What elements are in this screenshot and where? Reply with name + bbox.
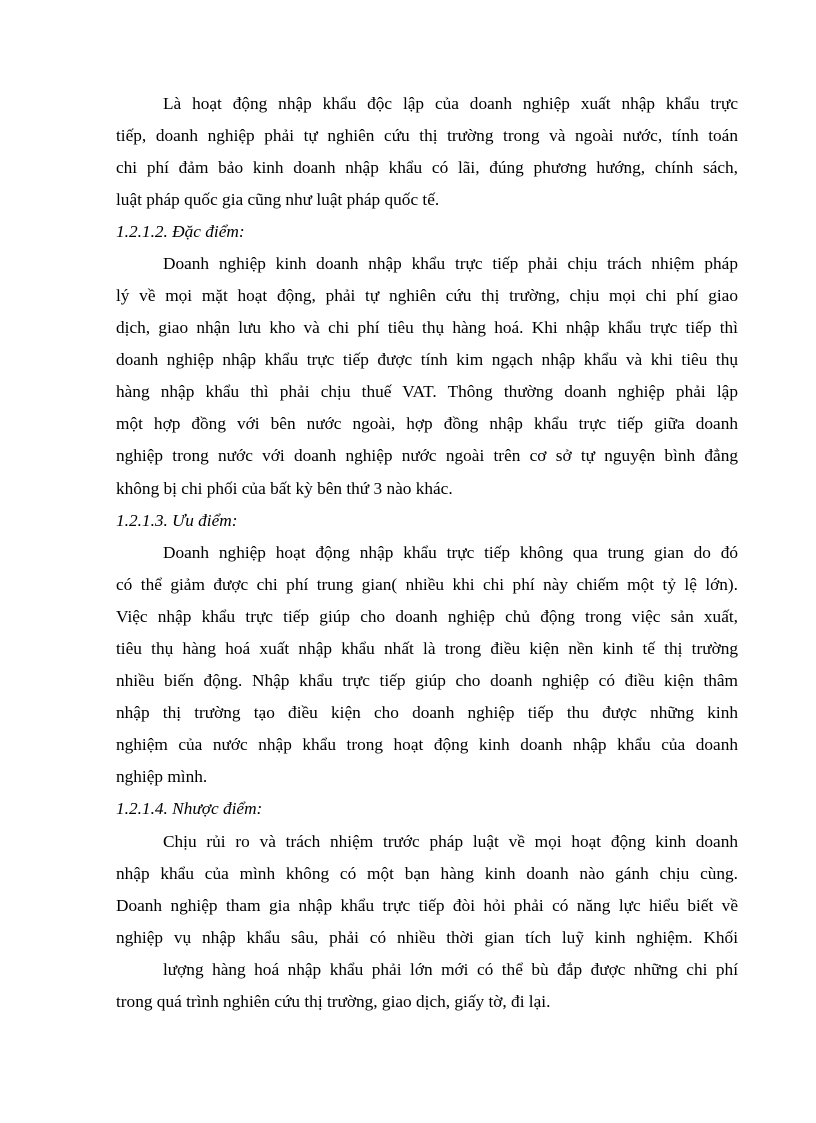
dac-diem-line-4: doanh nghiệp nhập khẩu trực tiếp được tính kim ngạch nhập khẩu và khi tiêu thụ (116, 350, 738, 369)
uu-diem-line-7: nghiệm của nước nhập khẩu trong hoạt động kinh doanh nhập khẩu của doanh (116, 735, 738, 754)
nhuoc-diem-line-3: Doanh nghiệp tham gia nhập khẩu trực tiếp đòi hỏi phải có năng lực hiểu biết về (116, 896, 738, 915)
uu-diem-line-6: nhập thị trường tạo điều kiện cho doanh nghiệp tiếp thu được những kinh (116, 703, 738, 722)
dac-diem-line-8: không bị chi phối của bất kỳ bên thứ 3 nào khác. (116, 479, 453, 498)
uu-diem-line-3: Việc nhập khẩu trực tiếp giúp cho doanh nghiệp chủ động trong việc sản xuất, (116, 607, 738, 626)
dac-diem-line-7: nghiệp trong nước với doanh nghiệp nước ngoài trên cơ sở tự nguyện bình đẳng (116, 446, 738, 465)
heading-nhuoc-diem: 1.2.1.4. Nhược điểm: (116, 799, 263, 818)
uu-diem-line-4: tiêu thụ hàng hoá xuất nhập khẩu nhất là trong điều kiện nền kinh tế thị trường (116, 639, 738, 658)
nhuoc-diem-line-4: nghiệp vụ nhập khẩu sâu, phải có nhiều thời gian tích luỹ kinh nghiệm. Khối (116, 928, 738, 947)
dac-diem-line-5: hàng nhập khẩu thì phải chịu thuế VAT. Thông thường doanh nghiệp phải lập (116, 382, 738, 401)
nhuoc-diem-line-1: Chịu rủi ro và trách nhiệm trước pháp luật về mọi hoạt động kinh doanh (163, 832, 738, 851)
intro-line-3: chi phí đảm bảo kinh doanh nhập khẩu có lãi, đúng phương hướng, chính sách, (116, 158, 738, 177)
dac-diem-line-6: một hợp đồng với bên nước ngoài, hợp đồng nhập khẩu trực tiếp giữa doanh (116, 414, 738, 433)
dac-diem-line-1: Doanh nghiệp kinh doanh nhập khẩu trực tiếp phải chịu trách nhiệm pháp (163, 254, 738, 273)
uu-diem-line-1: Doanh nghiệp hoạt động nhập khẩu trực tiếp không qua trung gian do đó (163, 543, 738, 562)
nhuoc-diem-line-6: trong quá trình nghiên cứu thị trường, giao dịch, giấy tờ, đi lại. (116, 992, 551, 1011)
uu-diem-line-8: nghiệp mình. (116, 767, 208, 786)
intro-line-2: tiếp, doanh nghiệp phải tự nghiên cứu thị trường trong và ngoài nước, tính toán (116, 126, 738, 145)
dac-diem-line-3: dịch, giao nhận lưu kho và chi phí tiêu thụ hàng hoá. Khi nhập khẩu trực tiếp thì (116, 318, 738, 337)
nhuoc-diem-line-2: nhập khẩu của mình không có một bạn hàng kinh doanh nào gánh chịu cùng. (116, 864, 738, 883)
intro-line-4: luật pháp quốc gia cũng như luật pháp quốc tế. (116, 190, 440, 209)
dac-diem-line-2: lý về mọi mặt hoạt động, phải tự nghiên cứu thị trường, chịu mọi chi phí giao (116, 286, 738, 305)
uu-diem-line-2: có thể giảm được chi phí trung gian( nhiều khi chi phí này chiếm một tỷ lệ lớn). (116, 575, 738, 594)
heading-uu-diem: 1.2.1.3. Ưu điểm: (116, 511, 238, 530)
nhuoc-diem-line-5: lượng hàng hoá nhập khẩu phải lớn mới có thể bù đắp được những chi phí (163, 960, 738, 979)
uu-diem-line-5: nhiều biến động. Nhập khẩu trực tiếp giúp cho doanh nghiệp có điều kiện thâm (116, 671, 738, 690)
intro-line-1: Là hoạt động nhập khẩu độc lập của doanh nghiệp xuất nhập khẩu trực (163, 94, 738, 113)
heading-dac-diem: 1.2.1.2. Đặc điểm: (116, 222, 245, 241)
